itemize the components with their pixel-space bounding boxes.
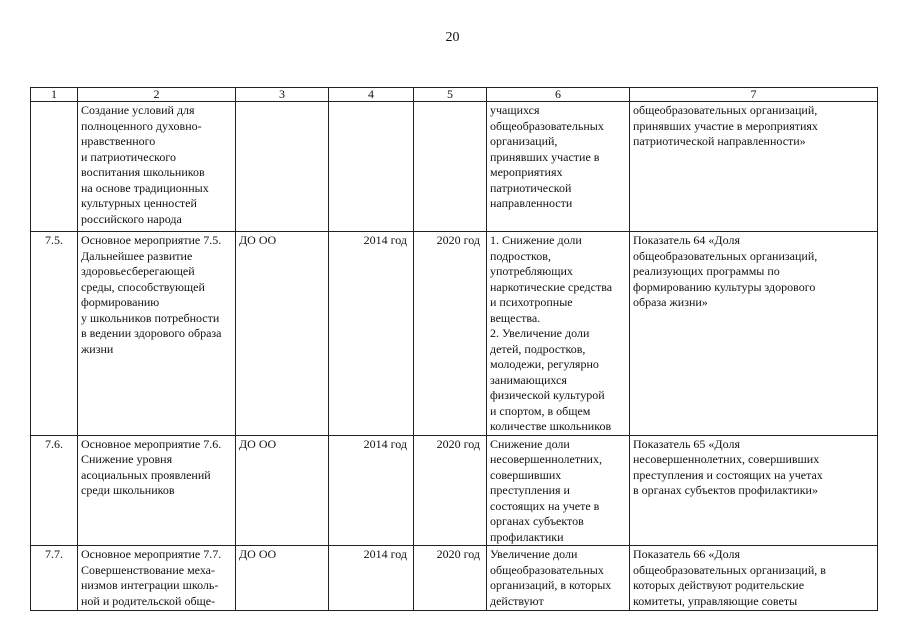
executor-cell	[236, 102, 329, 232]
measure-cell: Основное мероприятие 7.6. Снижение уровня асоциальных проявлений среди школьников	[78, 435, 236, 546]
start-year-cell	[329, 102, 414, 232]
indicator-cell: общеобразовательных организаций, принявших участие в мероприятиях патриотической направленности»	[630, 102, 878, 232]
indicator-cell: Показатель 65 «Доля несовершеннолетних, совершивших преступления и состоящих на учетах в органах субъектов профилактики»	[630, 435, 878, 546]
end-year-cell: 2020 год	[414, 232, 487, 436]
row-number	[31, 102, 78, 232]
executor-cell: ДО ОО	[236, 546, 329, 611]
table-row	[31, 546, 878, 611]
column-header: 4	[329, 88, 414, 102]
start-year-cell: 2014 год	[329, 546, 414, 611]
result-cell: Снижение доли несовершеннолетних, совершивших преступления и состоящих на учете в органах субъектов профилактики	[487, 435, 630, 546]
end-year-cell	[414, 102, 487, 232]
column-header: 5	[414, 88, 487, 102]
measure-cell: Создание условий для полноценного духовно- нравственного и патриотического воспитания школьников на основе традиционных культурных ценностей российского народа	[78, 102, 236, 232]
end-year-cell: 2020 год	[414, 546, 487, 611]
executor-cell: ДО ОО	[236, 435, 329, 546]
row-number: 7.6.	[31, 435, 78, 546]
table-header-row	[31, 88, 878, 102]
column-header: 7	[630, 88, 878, 102]
column-header: 6	[487, 88, 630, 102]
table-row	[31, 232, 878, 436]
result-cell: 1. Снижение доли подростков, употребляющих наркотические средства и психотропные вещества. 2. Увеличение доли детей, подростков, молодежи, регулярно занимающихся физической культурой и спортом, в общем количестве школьников	[487, 232, 630, 436]
column-header: 1	[31, 88, 78, 102]
start-year-cell: 2014 год	[329, 232, 414, 436]
indicator-cell: Показатель 64 «Доля общеобразовательных организаций, реализующих программы по формированию культуры здорового образа жизни»	[630, 232, 878, 436]
result-cell: учащихся общеобразовательных организаций, принявших участие в мероприятиях патриотической направленности	[487, 102, 630, 232]
measure-cell: Основное мероприятие 7.7. Совершенствование меха- низмов интеграции школь- ной и родительской обще-	[78, 546, 236, 611]
table-row	[31, 102, 878, 232]
row-number: 7.7.	[31, 546, 78, 611]
executor-cell: ДО ОО	[236, 232, 329, 436]
row-number: 7.5.	[31, 232, 78, 436]
result-cell: Увеличение доли общеобразовательных организаций, в которых действуют	[487, 546, 630, 611]
page-number: 20	[445, 30, 460, 45]
measure-cell: Основное мероприятие 7.5. Дальнейшее развитие здоровьесберегающей среды, способствующей формированию у школьников потребности в ведении здорового образа жизни	[78, 232, 236, 436]
start-year-cell: 2014 год	[329, 435, 414, 546]
end-year-cell: 2020 год	[414, 435, 487, 546]
column-header: 2	[78, 88, 236, 102]
table-row	[31, 435, 878, 546]
indicator-cell: Показатель 66 «Доля общеобразовательных организаций, в которых действуют родительские комитеты, управляющие советы	[630, 546, 878, 611]
column-header: 3	[236, 88, 329, 102]
program-measures-table	[30, 87, 878, 611]
